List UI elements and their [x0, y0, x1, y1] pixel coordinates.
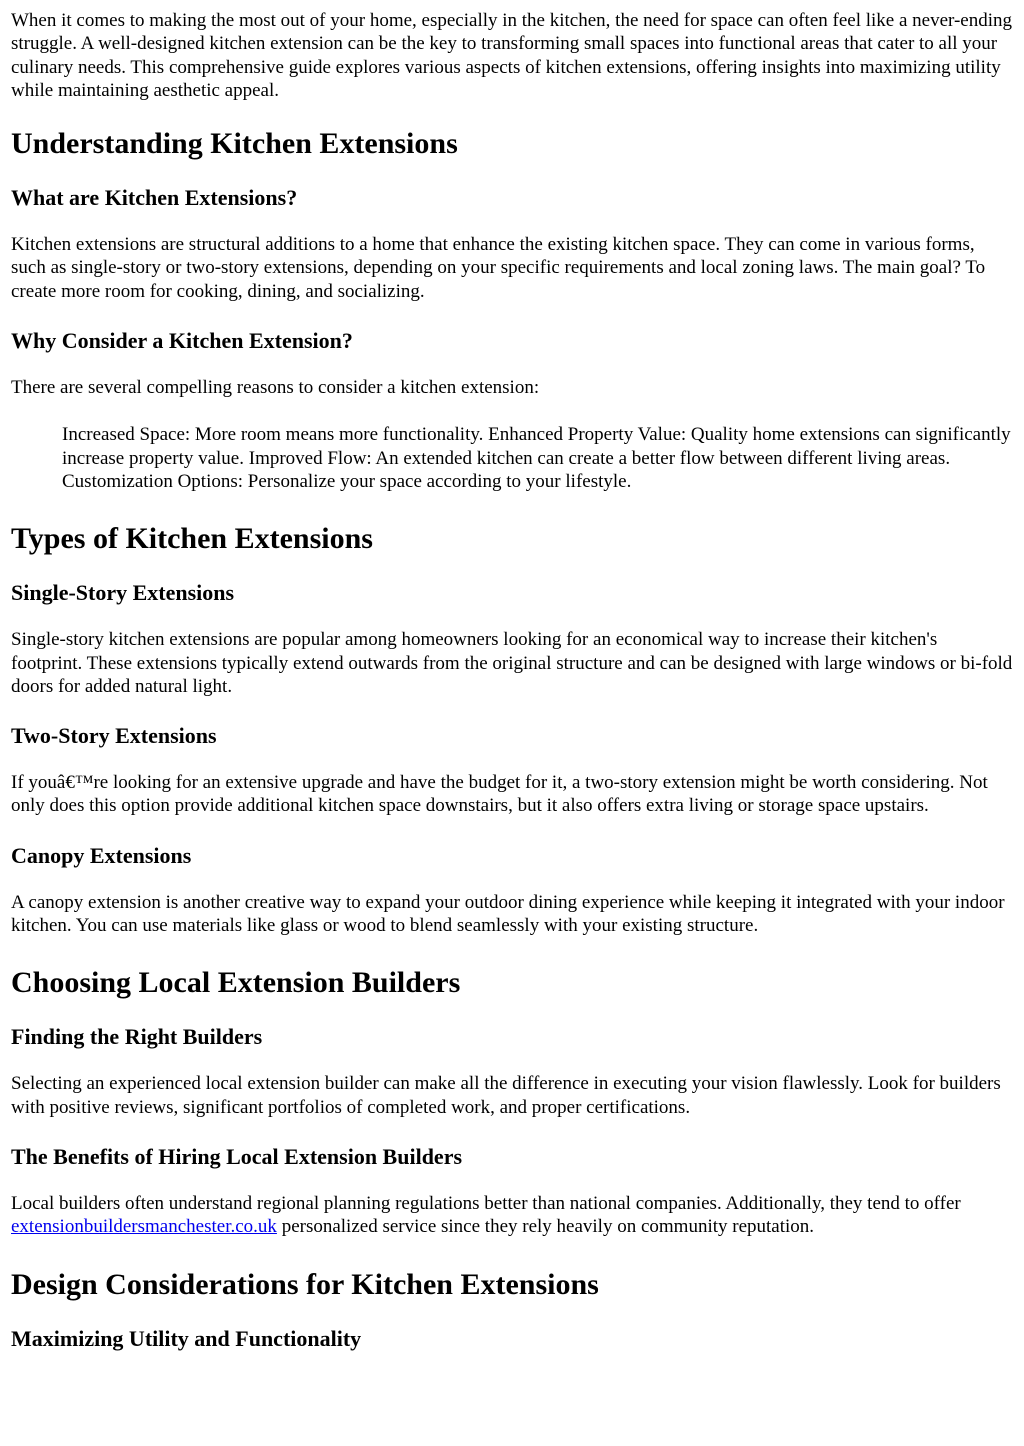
paragraph-two-story: If youâ€™re looking for an extensive upgrade and have the budget for it, a two-story extension might be worth considering. Not only does this option provide additional kitchen space downstairs, but it also offers extra living or storage space upstairs.: [11, 772, 988, 817]
benefits-text-after: personalized service since they rely heavily on community reputation.: [281, 1216, 815, 1238]
subheading-canopy: Canopy Extensions: [11, 842, 192, 868]
reasons-list: Increased Space: More room means more functionality. Enhanced Property Value: Quality home extensions can significantly increase property value. Improved Flow: An extended kitchen can create a better flow between different living areas. Customization Options: Personalize your space according to your lifestyle.: [62, 424, 1011, 492]
paragraph-single-story: Single-story kitchen extensions are popular among homeowners looking for an economical way to increase their kitchen's footprint. These extensions typically extend outwards from the original structure and can be designed with large windows or bi-fold doors for added natural light.: [11, 629, 1013, 697]
paragraph-why-consider: There are several compelling reasons to consider a kitchen extension:: [11, 377, 540, 399]
subheading-two-story: Two-Story Extensions: [11, 723, 217, 749]
heading-types: Types of Kitchen Extensions: [11, 522, 373, 556]
subheading-single-story: Single-Story Extensions: [11, 580, 235, 606]
heading-builders: Choosing Local Extension Builders: [11, 966, 461, 1000]
paragraph-finding-builders: Selecting an experienced local extension builder can make all the difference in executing your vision flawlessly. Look for builders with positive reviews, significant portfolios of completed work, and proper certifications.: [11, 1073, 1001, 1118]
paragraph-what-are: Kitchen extensions are structural additions to a home that enhance the existing kitchen space. They can come in various forms, such as single-story or two-story extensions, depending on your specific requirements and local zoning laws. The main goal? To create more room for cooking, dining, and socializing.: [11, 234, 986, 302]
subheading-finding-builders: Finding the Right Builders: [11, 1024, 263, 1050]
intro-paragraph: When it comes to making the most out of your home, especially in the kitchen, the need for space can often feel like a never-ending struggle. A well-designed kitchen extension can be the key to transforming small spaces into functional areas that cater to all your culinary needs. This comprehensive guide explores various aspects of kitchen extensions, offering insights into maximizing utility while maintaining aesthetic appeal.: [11, 10, 1012, 101]
subheading-utility: Maximizing Utility and Functionality: [11, 1325, 362, 1351]
builder-site-link[interactable]: extensionbuildersmanchester.co.uk: [11, 1216, 277, 1238]
benefits-text-before: Local builders often understand regional planning regulations better than national companies. Additionally, they tend to offer: [11, 1192, 961, 1214]
subheading-what-are: What are Kitchen Extensions?: [11, 185, 298, 211]
paragraph-benefits: [11, 1192, 1013, 1239]
paragraph-canopy: A canopy extension is another creative way to expand your outdoor dining experience while keeping it integrated with your indoor kitchen. You can use materials like glass or wood to blend seamlessly with your existing structure.: [11, 891, 1005, 937]
subheading-why-consider: Why Consider a Kitchen Extension?: [11, 328, 353, 354]
heading-design: Design Considerations for Kitchen Extensions: [11, 1267, 599, 1301]
heading-understanding: Understanding Kitchen Extensions: [11, 127, 458, 161]
subheading-benefits: The Benefits of Hiring Local Extension Builders: [11, 1143, 463, 1169]
